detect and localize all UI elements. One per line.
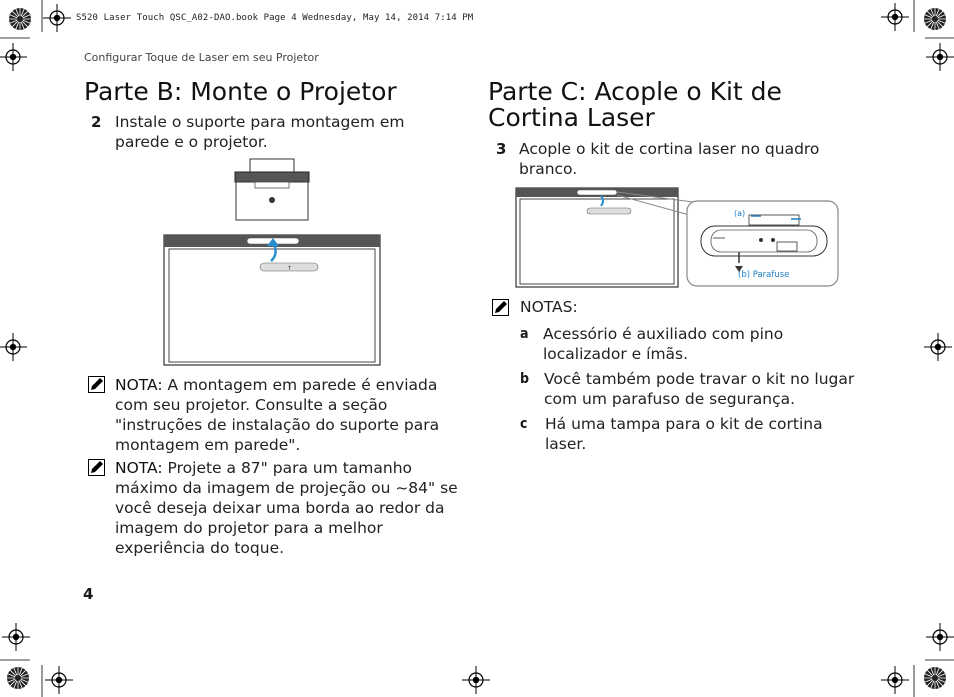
step-number: 2 — [91, 113, 102, 131]
sub-note-a: Acessório é auxiliado com pino localizador e ímãs. — [543, 325, 784, 363]
registration-mark-icon — [45, 666, 73, 694]
sub-note-c: Há uma tampa para o kit de cortina laser. — [545, 415, 823, 453]
sub-note-b: Você também pode travar o kit no lugar com um parafuso de segurança. — [544, 370, 855, 408]
step-text: Acople o kit de cortina laser no quadro branco. — [519, 140, 820, 178]
color-wheel-icon — [9, 8, 31, 30]
registration-mark-icon — [0, 43, 27, 71]
running-header: Configurar Toque de Laser em seu Projetor — [84, 51, 319, 64]
note-pencil-icon — [88, 459, 105, 476]
registration-mark-icon — [2, 623, 30, 651]
note-pencil-icon — [492, 299, 509, 316]
registration-mark-icon — [926, 623, 954, 651]
registration-mark-icon — [0, 333, 27, 361]
color-wheel-icon — [924, 667, 946, 689]
sub-note-letter: c — [520, 416, 528, 432]
note-pencil-icon — [88, 376, 105, 393]
callout-a: (a) — [734, 209, 746, 218]
print-slug: S520 Laser Touch QSC_A02-DAO.book Page 4 Wednesday, May 14, 2014 7:14 PM — [76, 13, 474, 23]
projector-mount-illustration — [163, 158, 383, 368]
page-number: 4 — [83, 585, 94, 603]
color-wheel-icon — [7, 667, 29, 689]
section-title-part-b: Parte B: Monte o Projetor — [84, 77, 397, 106]
registration-mark-icon — [462, 666, 490, 694]
step-number: 3 — [496, 140, 507, 158]
registration-mark-icon — [881, 666, 909, 694]
notes-label: NOTAS: — [520, 298, 578, 316]
registration-mark-icon — [926, 43, 954, 71]
sub-note-letter: a — [520, 326, 529, 342]
step-text: Instale o suporte para montagem em parede e o projetor. — [115, 113, 405, 151]
color-wheel-icon — [924, 8, 946, 30]
sub-note-letter: b — [520, 371, 530, 387]
registration-mark-icon — [881, 3, 909, 31]
registration-mark-icon — [924, 333, 952, 361]
note-2: NOTA: Projete a 87" para um tamanho máximo da imagem de projeção ou ~84" se você deseja deixar uma borda ao redor da imagem do projetor para a melhor experiência do toque. — [115, 459, 458, 557]
laser-curtain-illustration — [515, 186, 841, 290]
note-1: NOTA: A montagem em parede é enviada com seu projetor. Consulte a seção "instruções de instalação do suporte para montagem em parede". — [115, 376, 440, 454]
section-title-part-c: Parte C: Acople o Kit de Cortina Laser — [488, 77, 782, 132]
note-label: NOTA: — [115, 459, 163, 477]
callout-b: (b) Parafuse — [738, 270, 790, 280]
note-label: NOTA: — [115, 376, 163, 394]
svg-text:↑: ↑ — [287, 265, 293, 272]
registration-mark-icon — [43, 4, 71, 32]
